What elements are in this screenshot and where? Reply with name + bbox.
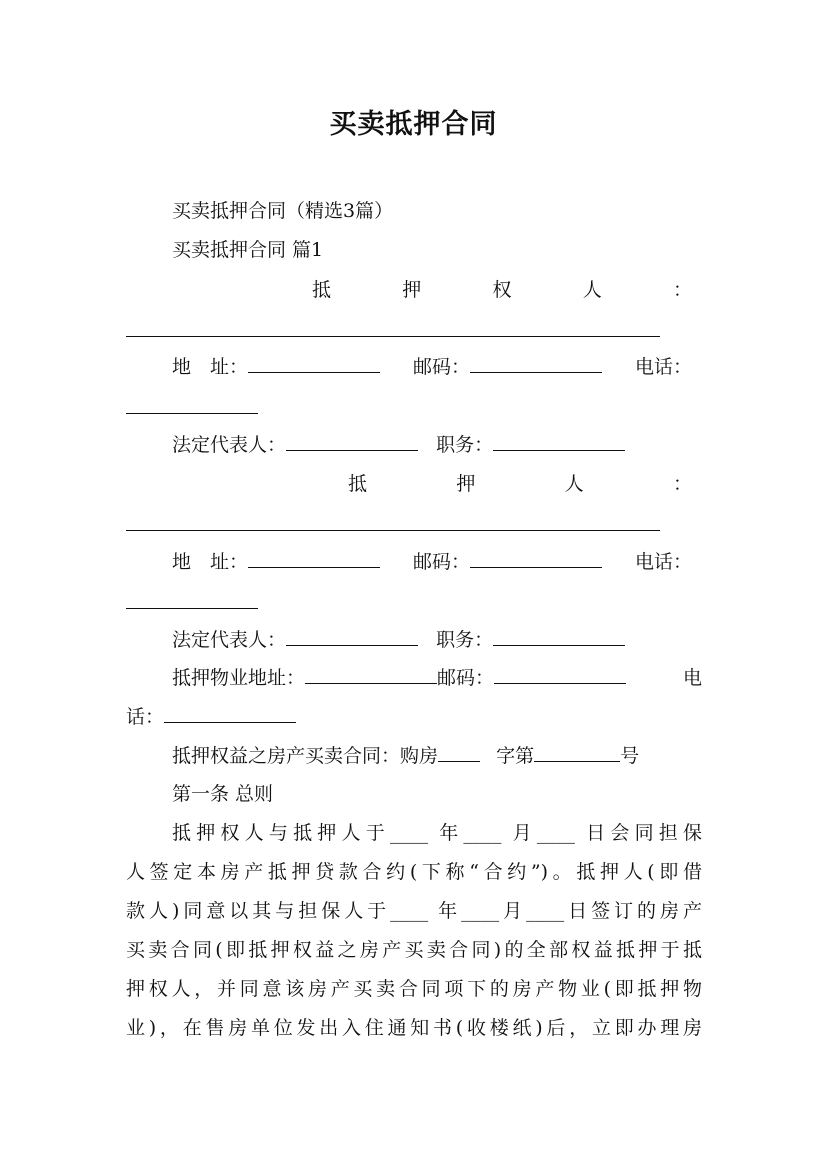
article1-line: 买卖合同(即抵押权益之房产买卖合同)的全部权益抵押于抵 <box>126 939 702 961</box>
property-address-row <box>172 665 702 691</box>
mortgagor-label-char: 押 <box>456 473 476 495</box>
mortgagee-label-char: 押 <box>402 279 422 301</box>
article1-line: 人签定本房产抵押贷款合约(下称“合约”)。抵押人(即借 <box>126 861 702 883</box>
document-title: 买卖抵押合同 <box>329 109 498 140</box>
mortgagee-label-char: ： <box>672 279 692 301</box>
contract-ref-mid: 字第 <box>496 745 535 767</box>
mortgagee-label-char: 人 <box>582 279 602 301</box>
mortgagor-label-char: 人 <box>564 473 584 495</box>
property-address-label: 抵押物业地址： <box>172 667 306 689</box>
section-heading: 买卖抵押合同 篇1 <box>172 239 324 261</box>
mortgagee-label-char: 权 <box>492 279 512 301</box>
article1-line: 业)，在售房单位发出入住通知书(收楼纸)后，立即办理房 <box>126 1017 702 1039</box>
address-label: 地 址： <box>172 551 249 573</box>
property-postcode-blank[interactable] <box>494 665 626 684</box>
article1-line: 抵押权人与抵押人于____ 年____ 月____ 日会同担保 <box>172 822 702 844</box>
mortgagor-label-char: ： <box>672 473 692 495</box>
property-phone-row <box>126 704 702 730</box>
postcode-blank[interactable] <box>470 549 602 568</box>
mortgagor-name-blank[interactable] <box>126 530 660 531</box>
address-label: 地 址： <box>172 356 249 378</box>
mortgagee-name-blank[interactable] <box>126 336 660 337</box>
contract-ref-suffix: 号 <box>620 745 640 767</box>
mortgagee-label-char: 抵 <box>312 279 332 301</box>
phone-blank[interactable] <box>126 413 258 414</box>
position-label: 职务： <box>436 434 494 456</box>
article1-heading: 第一条 总则 <box>172 783 274 805</box>
contract-ref-blank-1[interactable] <box>438 743 480 762</box>
contract-ref-prefix: 抵押权益之房产买卖合同：购房 <box>172 745 439 767</box>
mortgagor-label-char: 抵 <box>348 473 368 495</box>
contract-ref-row <box>126 743 748 769</box>
mortgagee-rep-row <box>126 432 748 458</box>
mortgagor-label <box>348 471 692 497</box>
postcode-label: 邮码： <box>412 551 470 573</box>
subtitle: 买卖抵押合同（精选3篇） <box>172 200 394 222</box>
mortgagor-rep-row <box>126 627 748 653</box>
property-postcode-label: 邮码： <box>437 667 495 689</box>
legal-rep-label: 法定代表人： <box>172 629 287 651</box>
mortgagee-address-row <box>172 354 692 380</box>
phone-blank[interactable] <box>126 608 258 609</box>
mortgagee-label <box>312 277 692 303</box>
contract-ref-blank-2[interactable] <box>534 743 620 762</box>
address-blank[interactable] <box>248 549 380 568</box>
article1-line: 押权人，并同意该房产买卖合同项下的房产物业(即抵押物 <box>126 978 702 1000</box>
position-blank[interactable] <box>493 627 625 646</box>
position-blank[interactable] <box>493 432 625 451</box>
phone-label: 电话： <box>634 356 692 378</box>
position-label: 职务： <box>436 629 494 651</box>
legal-rep-label: 法定代表人： <box>172 434 287 456</box>
postcode-label: 邮码： <box>412 356 470 378</box>
property-address-blank[interactable] <box>305 665 437 684</box>
property-phone-label: 电 <box>682 667 702 689</box>
property-phone-label-cont: 话： <box>126 706 165 728</box>
phone-label: 电话： <box>634 551 692 573</box>
article1-line: 款人)同意以其与担保人于____ 年____月____日签订的房产 <box>126 900 702 922</box>
legal-rep-blank[interactable] <box>286 432 418 451</box>
property-phone-blank[interactable] <box>164 704 296 723</box>
mortgagor-address-row <box>172 549 692 575</box>
postcode-blank[interactable] <box>470 354 602 373</box>
legal-rep-blank[interactable] <box>286 627 418 646</box>
address-blank[interactable] <box>248 354 380 373</box>
